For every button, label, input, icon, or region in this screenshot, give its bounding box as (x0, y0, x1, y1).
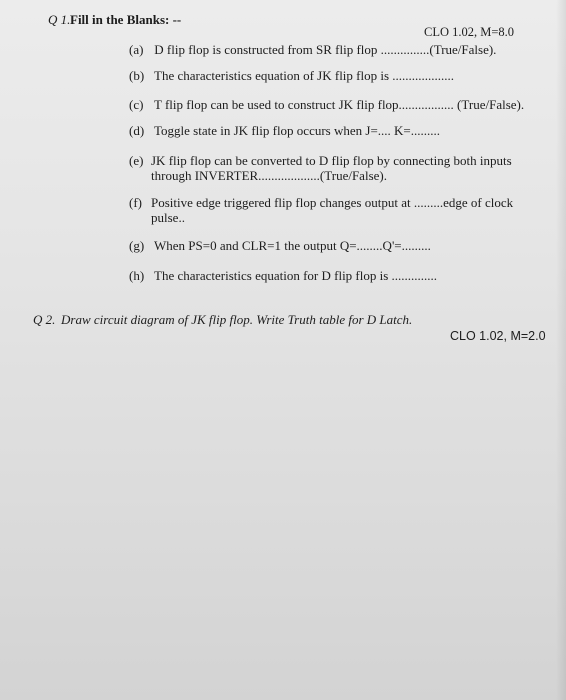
item-text-line2: pulse.. (151, 210, 185, 225)
item-text: When PS=0 and CLR=1 the output Q=........Q'=......... (154, 238, 431, 253)
q1-item-e (129, 153, 512, 183)
page-edge-shadow (556, 0, 566, 700)
q1-item-h (129, 268, 437, 284)
q1-item-f (129, 195, 513, 225)
item-text-line1: JK flip flop can be converted to D flip flop by connecting both inputs (151, 153, 512, 168)
q1-item-c (129, 97, 524, 113)
item-text: Toggle state in JK flip flop occurs when J=.... K=......... (154, 123, 441, 138)
item-text-line2: through INVERTER...................(True/False). (151, 168, 387, 183)
q1-item-d (129, 123, 440, 139)
item-label: (c) (129, 97, 144, 112)
item-label: (h) (129, 268, 145, 283)
item-label: (a) (129, 42, 144, 57)
q1-number: Q 1. (48, 12, 71, 27)
q1-clo-marks: CLO 1.02, M=8.0 (424, 25, 515, 39)
item-text: The characteristics equation of JK flip flop is ................... (154, 68, 455, 83)
item-text-line1: Positive edge triggered flip flop changes output at .........edge of clock (151, 195, 514, 210)
q1-item-b (129, 68, 454, 84)
item-label: (d) (129, 123, 145, 138)
item-text: T flip flop can be used to construct JK flip flop................. (True/False). (154, 97, 525, 112)
item-text: D flip flop is constructed from SR flip flop ...............(True/False). (154, 42, 497, 57)
q1-item-g (129, 238, 431, 254)
item-label: (e) (129, 153, 144, 168)
item-text: The characteristics equation for D flip flop is .............. (154, 268, 438, 283)
item-label: (b) (129, 68, 145, 83)
q2-clo-marks: CLO 1.02, M=2.0 (450, 329, 546, 343)
item-label: (f) (129, 195, 142, 210)
q2-text: Draw circuit diagram of JK flip flop. Write Truth table for D Latch. (61, 312, 413, 327)
q1-title: Fill in the Blanks: -- (70, 12, 182, 27)
item-label: (g) (129, 238, 145, 253)
q2-number: Q 2. (33, 312, 56, 327)
q1-item-a (129, 42, 496, 58)
